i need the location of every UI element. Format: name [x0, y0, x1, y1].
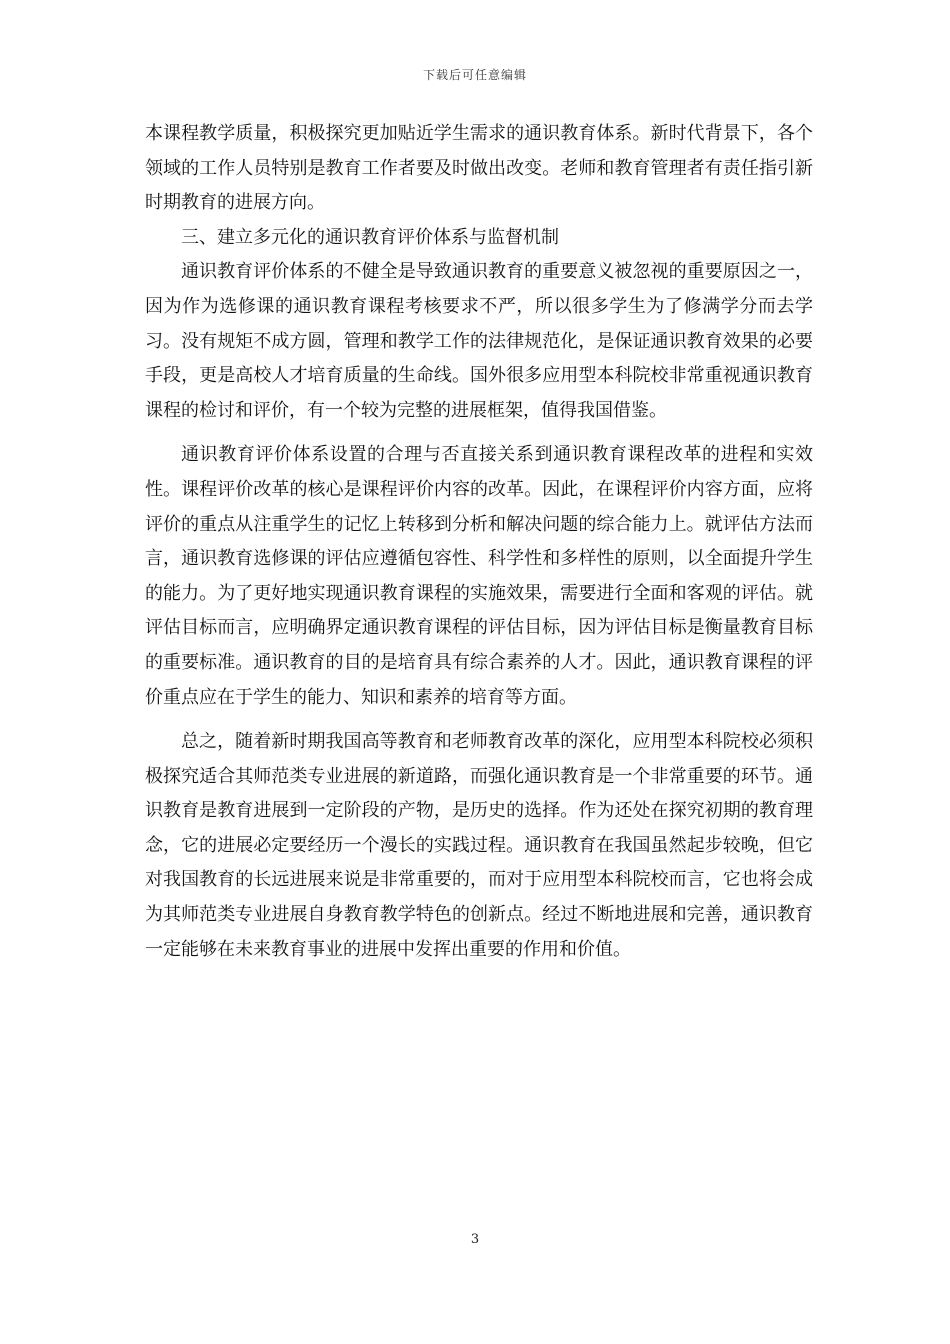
page-number: 3 — [470, 1232, 480, 1247]
paragraph-continuation: 本课程教学质量，积极探究更加贴近学生需求的通识教育体系。新时代背景下，各个领域的工作人员特别是教育工作者要及时做出改变。老师和教育管理者有责任指引新时期教育的进展方向。 — [145, 123, 813, 214]
paragraph: 通识教育评价体系设置的合理与否直接关系到通识教育课程改革的进程和实效性。课程评价改革的核心是课程评价内容的改革。因此，在课程评价内容方面，应将评价的重点从注重学生的记忆上转移到分析和解决问题的综合能力上。就评估方法而言，通识教育选修课的评估应遵循包容性、科学性和多样性的原则，以全面提升学生的能力。为了更好地实现通识教育课程的实施效果，需要进行全面和客观的评估。就评估目标而言，应明确界定通识教育课程的评估目标，因为评估目标是衡量教育目标的重要标准。通识教育的目的是培育具有综合素养的人才。因此，通识教育课程的评价重点应在于学生的能力、知识和素养的培育等方面。 — [145, 444, 813, 708]
paragraph: 总之，随着新时期我国高等教育和老师教育改革的深化，应用型本科院校必须积极探究适合其师范类专业进展的新道路，而强化通识教育是一个非常重要的环节。通识教育是教育进展到一定阶段的产物，是历史的选择。作为还处在探究初期的教育理念，它的进展必定要经历一个漫长的实践过程。通识教育在我国虽然起步较晚，但它对我国教育的长远进展来说是非常重要的，而对于应用型本科院校而言，它也将会成为其师范类专业进展自身教育教学特色的创新点。经过不断地进展和完善，通识教育一定能够在未来教育事业的进展中发挥出重要的作用和价值。 — [145, 731, 813, 960]
document-body — [145, 117, 813, 967]
section-heading: 三、建立多元化的通识教育评价体系与监督机制 — [181, 226, 559, 248]
page-header: 下载后可任意编辑 — [422, 68, 527, 82]
paragraph: 通识教育评价体系的不健全是导致通识教育的重要意义被忽视的重要原因之一，因为作为选修课的通识教育课程考核要求不严，所以很多学生为了修满学分而去学习。没有规矩不成方圆，管理和教学工作的法律规范化，是保证通识教育效果的必要手段，更是高校人才培育质量的生命线。国外很多应用型本科院校非常重视通识教育课程的检讨和评价，有一个较为完整的进展框架，值得我国借鉴。 — [145, 261, 813, 421]
